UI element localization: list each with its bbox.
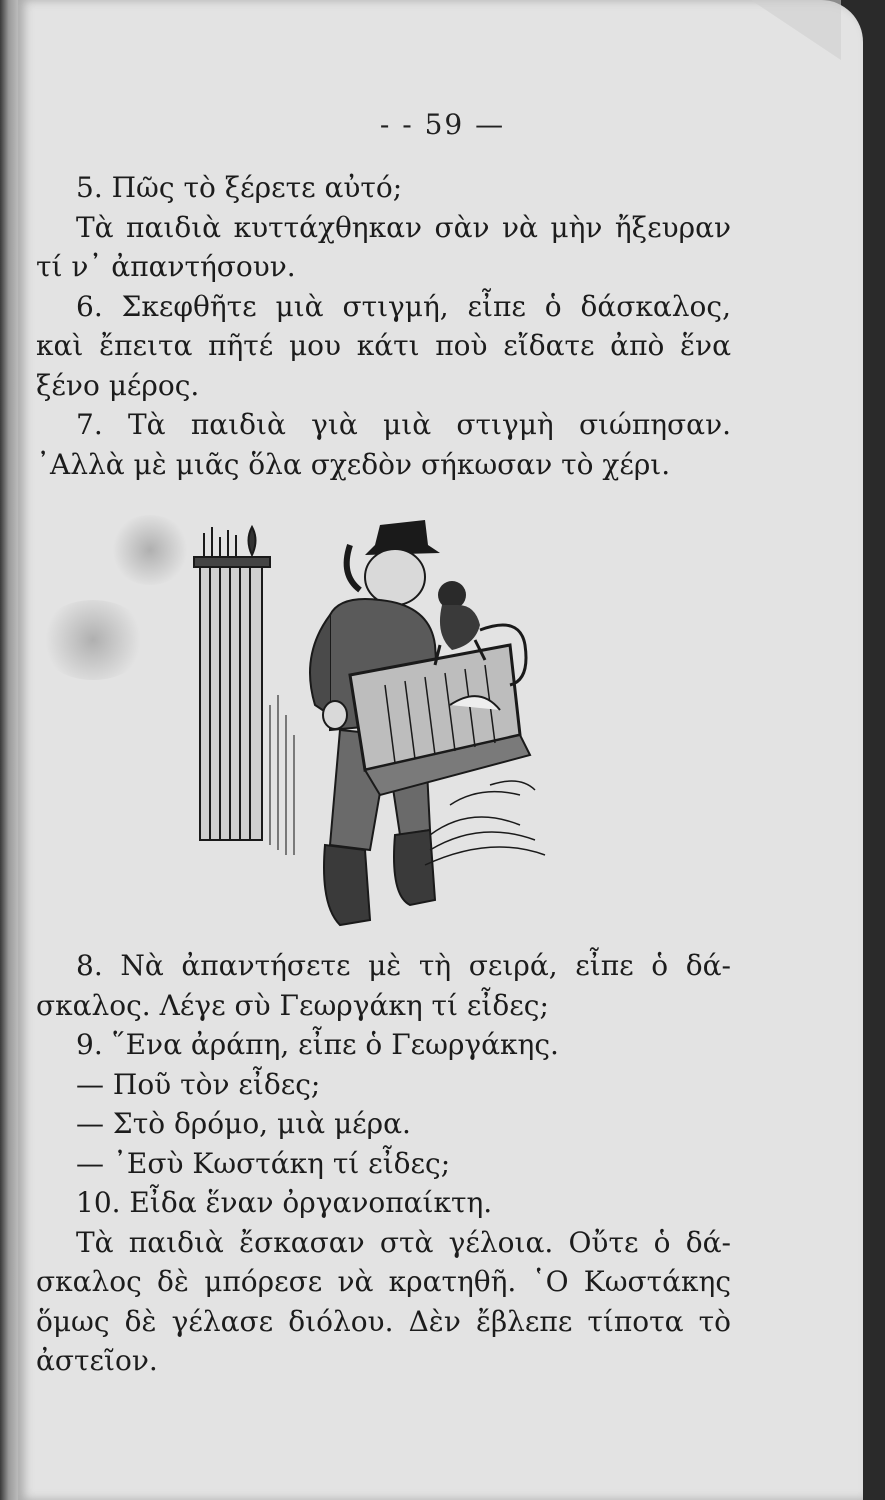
text-line: 7. Τὰ παιδιὰ γιὰ μιὰ στιγμὴ σιώπησαν.	[76, 408, 731, 441]
text-block-top	[36, 168, 731, 484]
text-line: 9. ῞Ενα ἀράπη, εἶπε ὁ Γεωργάκης.	[76, 1028, 559, 1061]
text-line: σκαλος δὲ μπόρεσε νὰ κρατηθῆ. ῾Ο Κωστάκης	[36, 1265, 731, 1298]
text-block-bottom	[36, 946, 731, 1381]
text-line: — ᾿Εσὺ Κωστάκη τί εἶδες;	[76, 1146, 451, 1180]
text-line: τί ν᾽ ἀπαντήσουν.	[36, 250, 296, 283]
text-line: 6. Σκεφθῆτε μιὰ στιγμή, εἶπε ὁ δάσκαλος,	[76, 289, 731, 323]
page-stain	[38, 600, 148, 680]
text-line: 8. Νὰ ἀπαντήσετε μὲ τὴ σειρά, εἶπε ὁ δά-	[76, 949, 731, 982]
text-line: Τὰ παιδιὰ ἔσκασαν στὰ γέλοια. Οὔτε ὁ δά-	[76, 1225, 731, 1259]
page-corner-fold	[751, 0, 841, 60]
text-line: ὅμως δὲ γέλασε διόλου. Δὲν ἔβλεπε τίποτα τὸ	[36, 1304, 731, 1338]
wall-hatching	[270, 695, 294, 855]
page-number: - - 59 —	[379, 108, 506, 141]
text-line: Τὰ παιδιὰ κυττάχθηκαν σὰν νὰ μὴν ἤξευραν	[76, 210, 731, 244]
page-stain	[110, 515, 190, 585]
text-line: ᾿Αλλὰ μὲ μιᾶς ὅλα σχεδὸν σήκωσαν τὸ χέρι.	[36, 447, 671, 481]
text-line: 10. Εἶδα ἕναν ὀργανοπαίκτη.	[76, 1186, 493, 1219]
text-line: ἀστεῖον.	[36, 1344, 158, 1377]
organ-grinder-illustration	[190, 505, 560, 935]
text-line: — Ποῦ τὸν εἶδες;	[76, 1067, 321, 1101]
text-line: σκαλος. Λέγε σὺ Γεωργάκη τί εἶδες;	[36, 988, 549, 1022]
text-line: καὶ ἔπειτα πῆτέ μου κάτι ποὺ εἴδατε ἀπὸ ἕνα	[36, 329, 731, 362]
text-line: — Στὸ δρόμο, μιὰ μέρα.	[76, 1107, 411, 1140]
text-line: ξένο μέρος.	[36, 368, 200, 402]
text-line: 5. Πῶς τὸ ξέρετε αὐτό;	[76, 171, 403, 204]
gate-post	[194, 527, 270, 840]
ground-shading	[425, 781, 545, 865]
